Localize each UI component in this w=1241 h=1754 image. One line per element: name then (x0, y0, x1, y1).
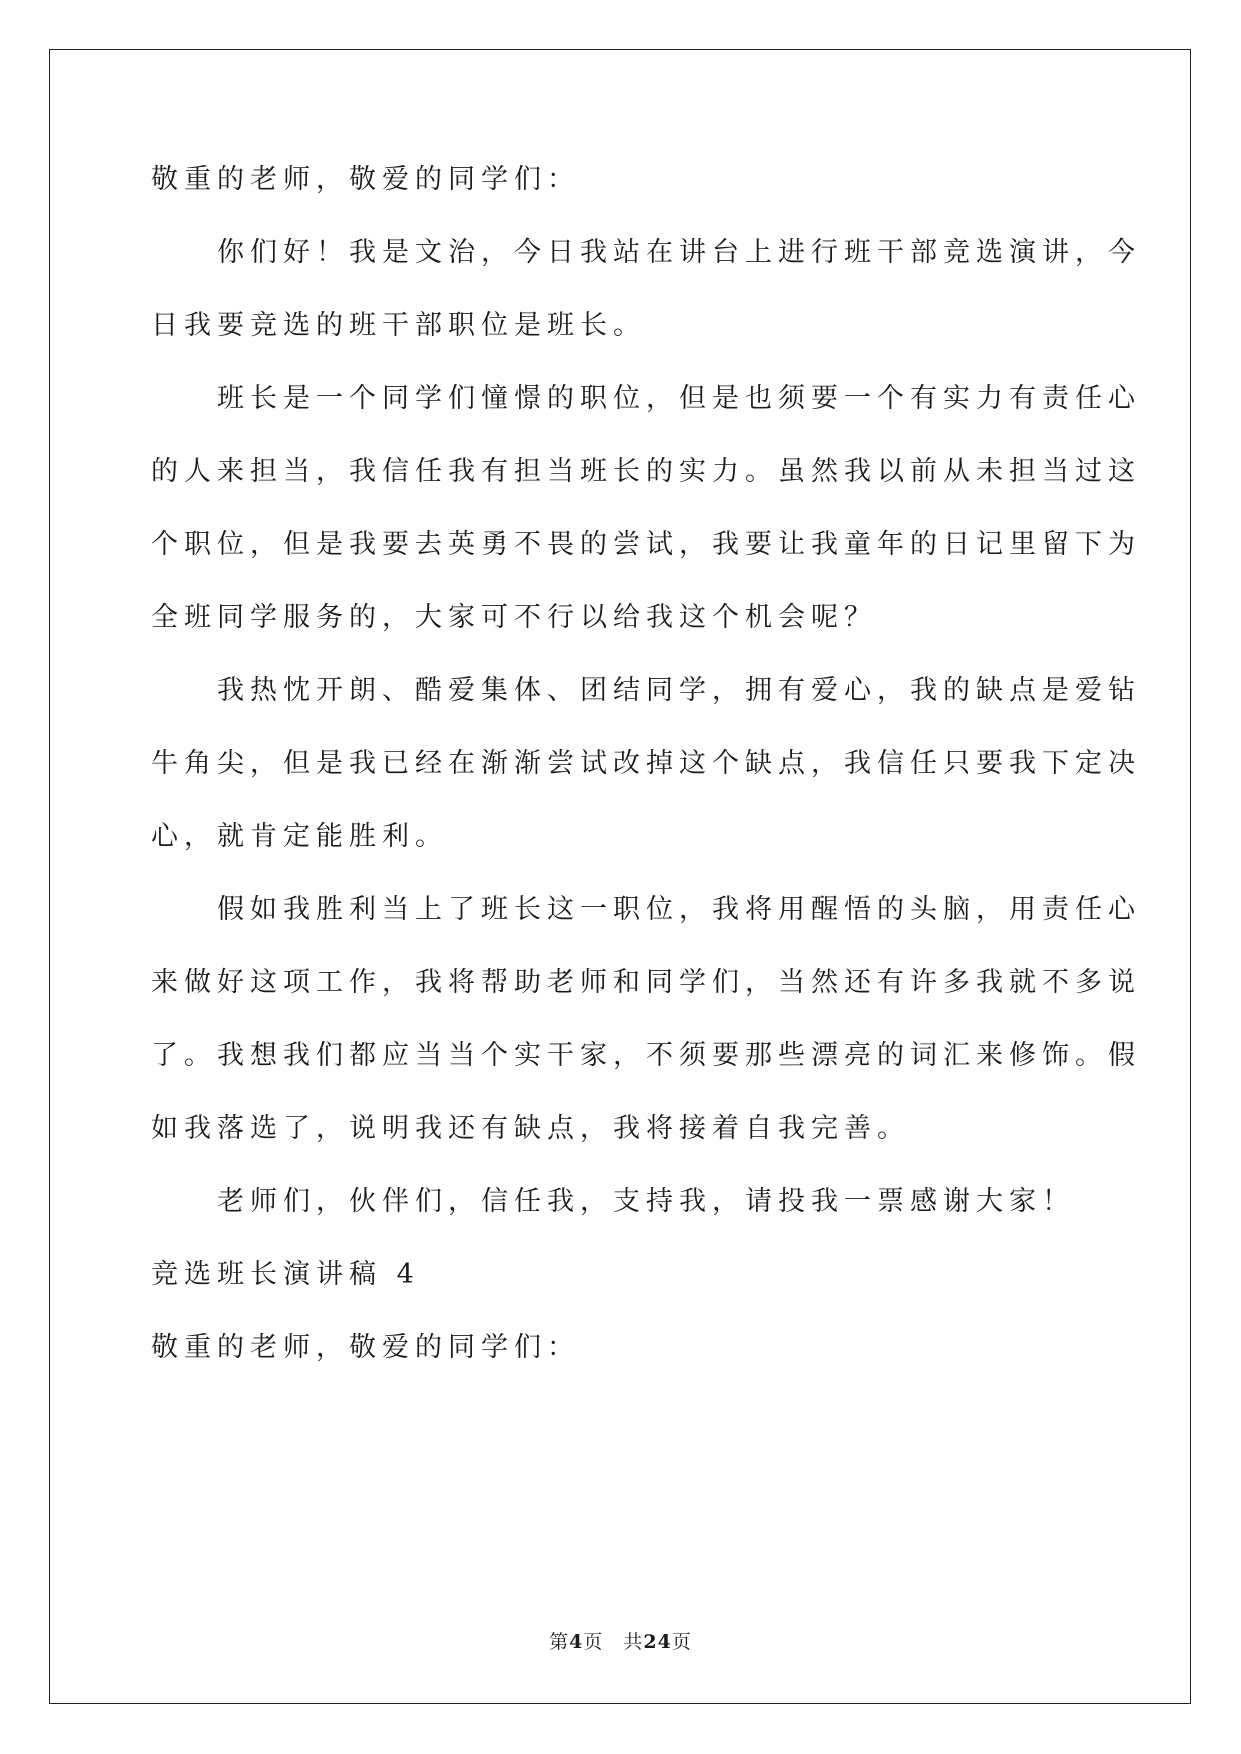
paragraph-line: 个职位，但是我要去英勇不畏的尝试，我要让我童年的日记里留下为 (151, 529, 1141, 560)
section-heading: 竞选班长演讲稿 4 (151, 1259, 420, 1290)
paragraph-line: 牛角尖，但是我已经在渐渐尝试改掉这个缺点，我信任只要我下定决 (151, 748, 1141, 779)
paragraph-line: 心，就肯定能胜利。 (151, 821, 448, 852)
paragraph-line: 的人来担当，我信任我有担当班长的实力。虽然我以前从未担当过这 (151, 456, 1141, 487)
footer-middle: 页 共 (583, 1631, 644, 1653)
paragraph-line: 如我落选了，说明我还有缺点，我将接着自我完善。 (151, 1113, 910, 1144)
salutation: 敬重的老师，敬爱的同学们： (151, 1332, 580, 1363)
total-page-count: 24 (643, 1631, 672, 1653)
paragraph-line: 日我要竞选的班干部职位是班长。 (151, 310, 646, 341)
paragraph-line: 全班同学服务的，大家可不行以给我这个机会呢？ (151, 602, 877, 633)
footer-suffix: 页 (671, 1631, 692, 1653)
paragraph-line: 我热忱开朗、酷爱集体、团结同学，拥有爱心，我的缺点是爱钻 (151, 675, 1141, 706)
paragraph-line: 班长是一个同学们憧憬的职位，但是也须要一个有实力有责任心 (151, 383, 1141, 414)
page-border (49, 49, 1191, 1704)
paragraph-line: 了。我想我们都应当当个实干家，不须要那些漂亮的词汇来修饰。假 (151, 1040, 1141, 1071)
salutation: 敬重的老师，敬爱的同学们： (151, 164, 580, 195)
paragraph-line: 你们好！我是文治，今日我站在讲台上进行班干部竞选演讲，今 (151, 237, 1141, 268)
footer-prefix: 第 (549, 1631, 570, 1653)
page-footer (0, 1627, 1241, 1654)
paragraph-line: 来做好这项工作，我将帮助老师和同学们，当然还有许多我就不多说 (151, 967, 1141, 998)
current-page-number: 4 (569, 1631, 584, 1653)
paragraph-line: 假如我胜利当上了班长这一职位，我将用醒悟的头脑，用责任心 (151, 894, 1141, 925)
paragraph-line: 老师们，伙伴们，信任我，支持我，请投我一票感谢大家！ (151, 1186, 1075, 1217)
